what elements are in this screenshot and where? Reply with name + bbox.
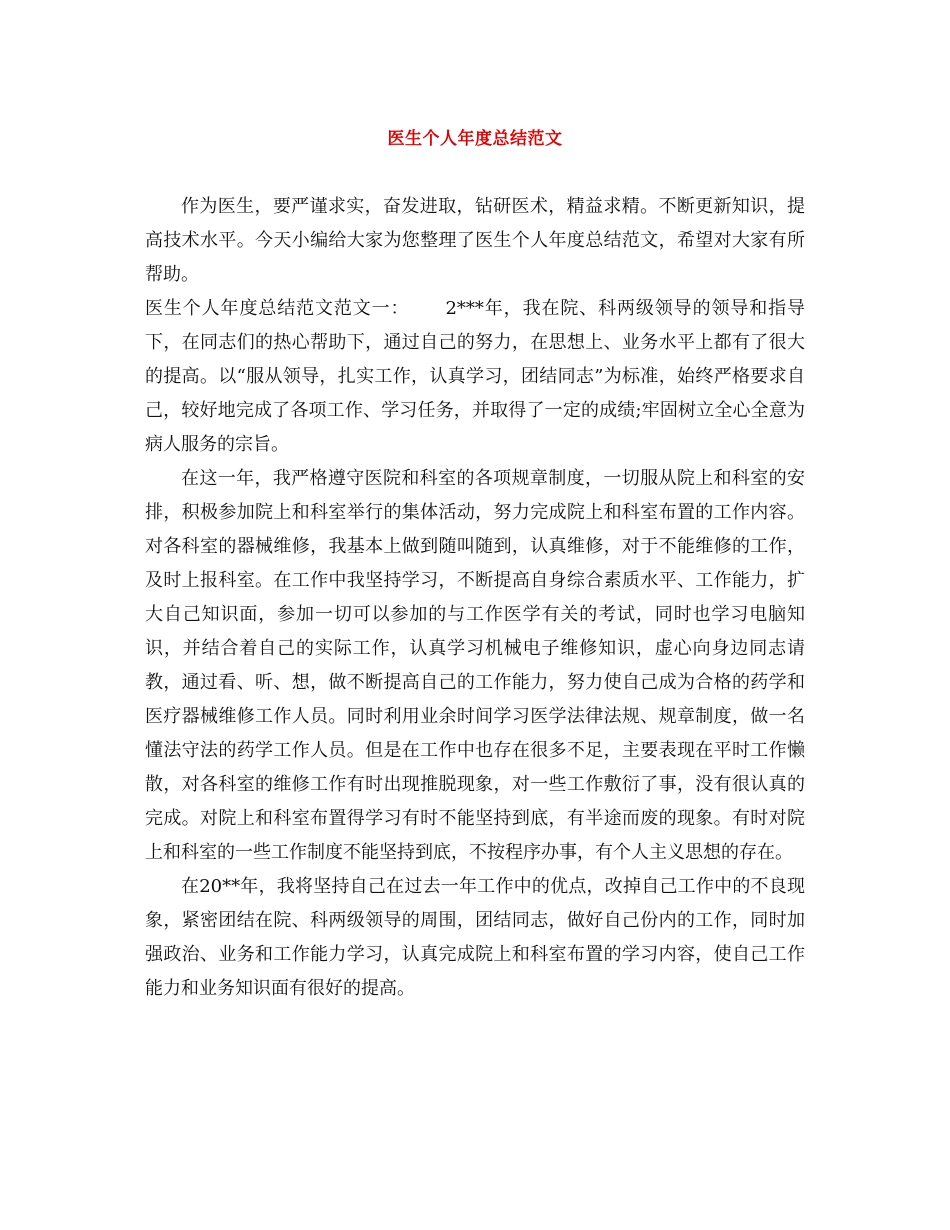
plan-paragraph: 在20**年，我将坚持自己在过去一年工作中的优点，改掉自己工作中的不良现象，紧密团结在院、科两级领导的周围，团结同志，做好自己份内的工作，同时加强政治、业务和工作能力学习，认真完成院上和科室布置的学习内容，使自己工作能力和业务知识面有很好的提高。	[145, 876, 805, 999]
intro-paragraph: 作为医生，要严谨求实，奋发进取，钻研医术，精益求精。不断更新知识，提高技术水平。今天小编给大家为您整理了医生个人年度总结范文，希望对大家有所帮助。	[145, 196, 805, 285]
document-body	[145, 190, 805, 1006]
work-review-paragraph: 在这一年，我严格遵守医院和科室的各项规章制度，一切服从院上和科室的安排，积极参加院上和科室举行的集体活动，努力完成院上和科室布置的工作内容。对各科室的器械维修，我基本上做到随叫随到，认真维修，对于不能维修的工作，及时上报科室。在工作中我坚持学习，不断提高自身综合素质水平、工作能力，扩大自己知识面，参加一切可以参加的与工作医学有关的考试，同时也学习电脑知识，并结合着自己的实际工作，认真学习机械电子维修知识，虚心向身边同志请教，通过看、听、想，做不断提高自己的工作能力，努力使自己成为合格的药学和医疗器械维修工作人员。同时利用业余时间学习医学法律法规、规章制度，做一名懂法守法的药学工作人员。但是在工作中也存在很多不足，主要表现在平时工作懒散，对各科室的维修工作有时出现推脱现象，对一些工作敷衍了事，没有很认真的完成。对院上和科室布置得学习有时不能坚持到底，有半途而废的现象。有时对院上和科室的一些工作制度不能坚持到底，不按程序办事，有个人主义思想的存在。	[145, 468, 805, 863]
document-title: 医生个人年度总结范文	[387, 129, 563, 149]
section-one-body: 2***年，我在院、科两级领导的领导和指导下，在同志们的热心帮助下，通过自己的努力，在思想上、业务水平上都有了很大的提高。以“服从领导，扎实工作，认真学习，团结同志”为标准，始终严格要求自己，较好地完成了各项工作、学习任务，并取得了一定的成绩;牢固树立全心全意为病人服务的宗旨。	[145, 298, 806, 455]
section-one-paragraph	[145, 292, 805, 462]
section-one-heading: 医生个人年度总结范文范文一：	[145, 298, 410, 319]
